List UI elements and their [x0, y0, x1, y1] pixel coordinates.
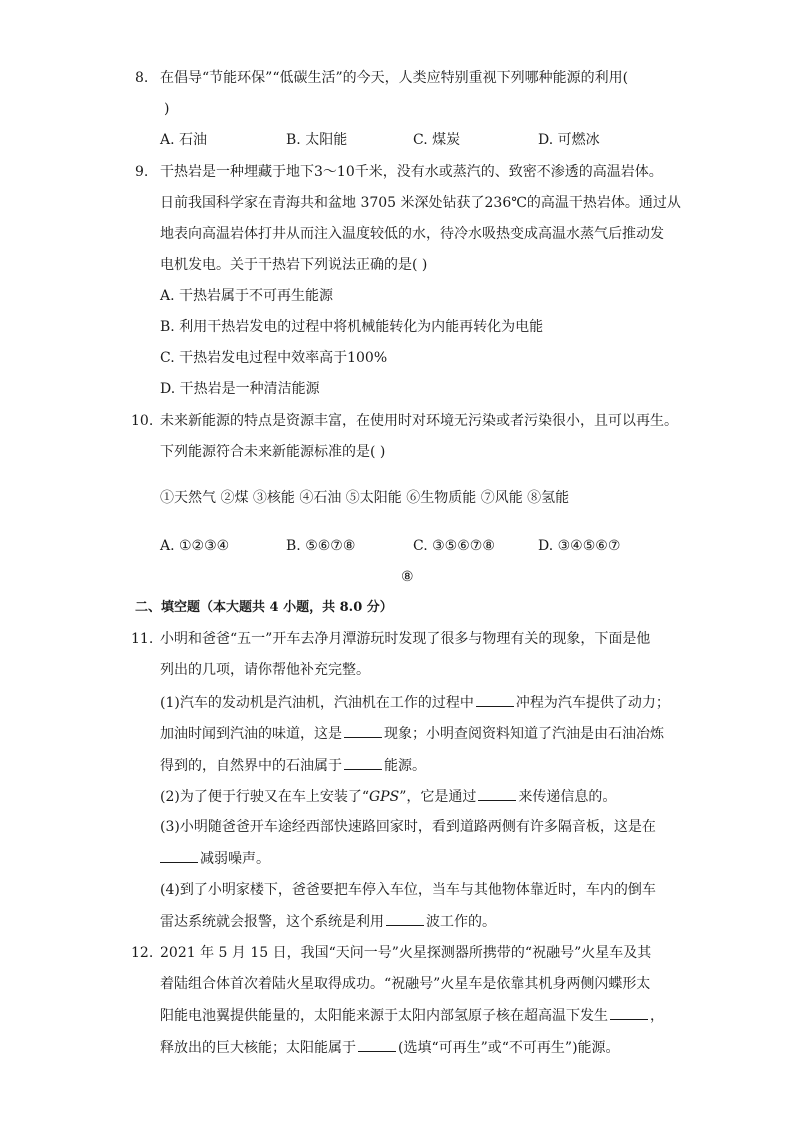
sub-question-1-line1: (1)汽车的发动机是汽油机，汽油机在工作的过程中 冲程为汽车提供了动力；: [160, 692, 670, 713]
option-a: A. ①②③④: [160, 538, 230, 554]
question-text: 小明和爸爸“五一”开车去净月潭游玩时发现了很多与物理有关的现象，下面是他: [160, 631, 651, 647]
option-b: B. ⑤⑥⑦⑧: [286, 538, 356, 554]
option-c: C. 干热岩发电过程中效率高于100%: [160, 350, 388, 366]
section-heading: 二、填空题（本大题共 4 小题，共 8.0 分）: [135, 600, 393, 615]
sub-question-1-line3: 得到的，自然界中的石油属于 能源。: [160, 755, 426, 776]
question-text: 2021 年 5 月 15 日，我国“天问一号”火星探测器所携带的“祝融号”火星车及其: [160, 945, 652, 961]
answer-blank[interactable]: [160, 848, 198, 863]
question-text: 释放出的巨大核能；太阳能属于 (选填“可再生”或“不可再生”)能源。: [160, 1037, 620, 1058]
option-c: C. ③⑤⑥⑦⑧: [413, 538, 495, 554]
sub-question-3-line2: 减弱噪声。: [160, 848, 270, 869]
sub-question-2: (2)为了便于行驶又在车上安装了“GPS”，它是通过 来传递信息的。: [160, 786, 616, 807]
question-text: 下列能源符合未来新能源标准的是( ): [160, 444, 386, 460]
question-number: 9.: [135, 164, 149, 180]
option-a: A. 石油: [160, 132, 208, 148]
answer-blank[interactable]: [478, 786, 516, 801]
energy-items: ①天然气 ②煤 ③核能 ④石油 ⑤太阳能 ⑥生物质能 ⑦风能 ⑧氢能: [160, 490, 570, 506]
question-number: 8.: [135, 70, 149, 86]
option-c: C. 煤炭: [413, 132, 461, 148]
option-d: D. 可燃冰: [538, 132, 600, 148]
question-text: 未来新能源的特点是资源丰富，在使用时对环境无污染或者污染很小，且可以再生。: [160, 413, 678, 429]
option-a: A. 干热岩属于不可再生能源: [160, 288, 334, 304]
answer-blank[interactable]: [344, 755, 382, 770]
question-text: 阳能电池翼提供能量的，太阳能来源于太阳内部氢原子核在超高温下发生 ，: [160, 1005, 664, 1026]
question-text: 列出的几项，请你帮他补充完整。: [160, 662, 370, 678]
option-b: B. 太阳能: [286, 132, 348, 148]
option-d-wrap: ⑧: [401, 569, 414, 585]
sub-question-1-line2: 加油时闻到汽油的味道，这是 现象；小明查阅资料知道了汽油是由石油冶炼: [160, 723, 664, 744]
question-text: 电机发电。关于干热岩下列说法正确的是( ): [160, 257, 428, 273]
question-text: ): [164, 101, 170, 117]
answer-blank[interactable]: [358, 1037, 396, 1052]
sub-question-4-line2: 雷达系统就会报警，这个系统是利用 波工作的。: [160, 911, 496, 932]
question-text: 地表向高温岩体打井从而注入温度较低的水，待冷水吸热变成高温水蒸气后推动发: [160, 226, 664, 242]
sub-question-4-line1: (4)到了小明家楼下，爸爸要把车停入车位，当车与其他物体靠近时，车内的倒车: [160, 882, 656, 898]
question-number: 12.: [131, 945, 154, 961]
question-text: 着陆组合体首次着陆火星取得成功。“祝融号”火星车是依靠其机身两侧闪蝶形太: [160, 976, 651, 992]
question-number: 11.: [131, 631, 154, 647]
question-number: 10.: [131, 413, 154, 429]
answer-blank[interactable]: [386, 911, 424, 926]
option-d: D. ③④⑤⑥⑦: [538, 538, 621, 554]
question-text: 日前我国科学家在青海共和盆地 3705 米深处钻获了236℃的高温干热岩体。通过从: [160, 195, 681, 211]
sub-question-3-line1: (3)小明随爸爸开车途经西部快速路回家时，看到道路两侧有许多隔音板，这是在: [160, 819, 656, 835]
option-d: D. 干热岩是一种清洁能源: [160, 381, 320, 397]
option-b: B. 利用干热岩发电的过程中将机械能转化为内能再转化为电能: [160, 319, 544, 335]
question-text: 在倡导“节能环保”“低碳生活”的今天，人类应特别重视下列哪种能源的利用(: [160, 70, 629, 86]
answer-blank[interactable]: [344, 723, 382, 738]
question-text: 干热岩是一种埋藏于地下3～10千米，没有水或蒸汽的、致密不渗透的高温岩体。: [160, 164, 663, 180]
answer-blank[interactable]: [476, 692, 514, 707]
answer-blank[interactable]: [610, 1005, 648, 1020]
